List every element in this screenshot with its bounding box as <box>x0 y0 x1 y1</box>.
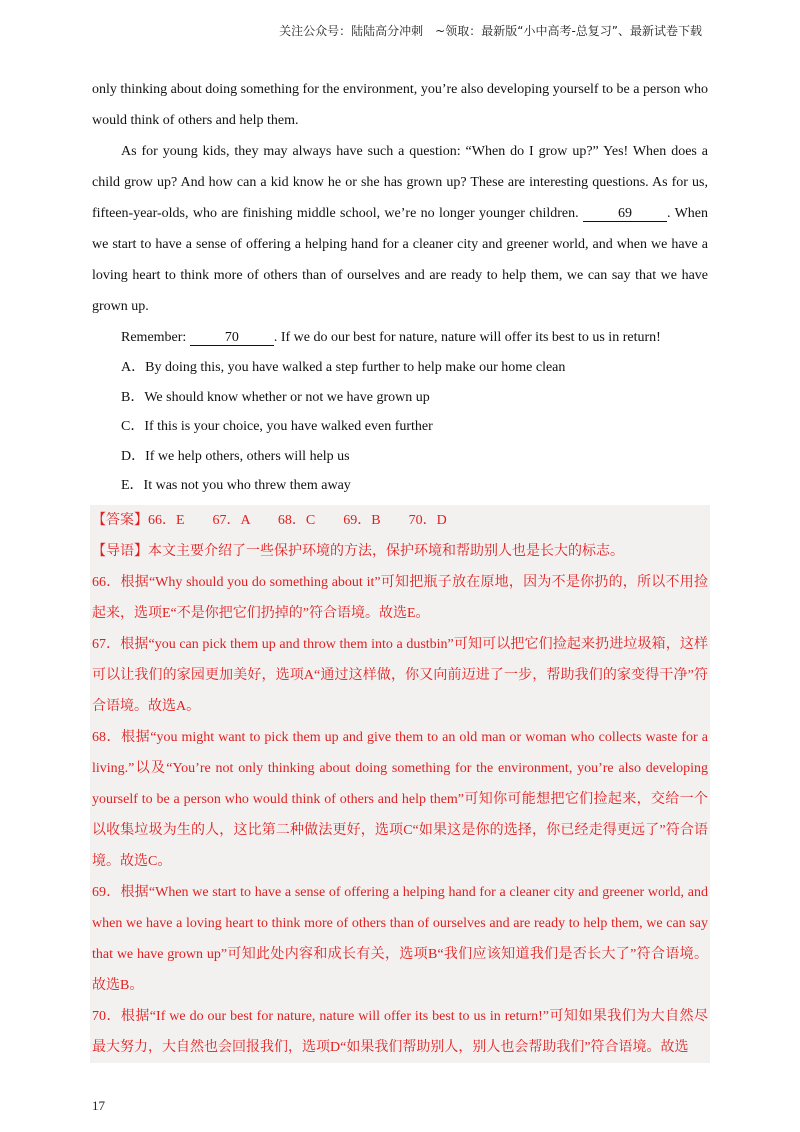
passage-paragraph-3 <box>92 322 708 353</box>
page-header: 关注公众号：陆陆高分冲刺 ~领取：最新版“小中高考-总复习”、最新试卷下载 <box>279 24 702 38</box>
answer-section <box>90 505 710 1063</box>
explanation-69: 69．根据“When we start to have a sense of offering a helping hand for a cleaner city and greener world, and when we have a loving heart to think more of others than of ourselves and are ready to help them, we can say that we have grown up”可知此处内容和成长有关，选项B“我们应该知道我们是否长大了”符合语境。故选B。 <box>92 884 708 993</box>
explanation-67: 67．根据“you can pick them up and throw them into a dustbin”可知可以把它们捡起来扔进垃圾箱，这样可以让我们的家园更加美好，选项A“通过这样做，你又向前迈进了一步，帮助我们的家变得干净”符合语境。故选A。 <box>92 636 708 714</box>
answer-key: 【答案】66．E 67．A 68．C 69．B 70．D <box>92 512 447 528</box>
page-number: 17 <box>92 1098 105 1113</box>
option-e: E．It was not you who threw them away <box>121 478 351 493</box>
passage-paragraph-2 <box>92 136 708 322</box>
blank-70: 70 <box>190 331 274 346</box>
option-d: D．If we help others, others will help us <box>121 448 350 464</box>
option-a: A．By doing this, you have walked a step further to help make our home clean <box>121 360 566 375</box>
explanation-68: 68．根据“you might want to pick them up and give them to an old man or woman who collects waste for a living.”以及“You’re not only thinking about doing something for the environment, you’re also developing yourself to be a person who would think of others and help them”可知你可能想把它们捡起来，交给一个以收集垃圾为生的人，这比第二种做法更好，选项C“如果这是你的选择，你已经走得更远了”符合语境。故选C。 <box>92 729 708 869</box>
explanation-70: 70．根据“If we do our best for nature, nature will offer its best to us in return!”可知如果我们为大自然尽最大努力，大自然也会回报我们，选项D“如果我们帮助别人，别人也会帮助我们”符合语境。故选 <box>92 1008 708 1055</box>
paragraph-3-text: Remember: <box>121 330 190 345</box>
option-c: C．If this is your choice, you have walked even further <box>121 419 433 434</box>
paragraph-3-text-end: . If we do our best for nature, nature will offer its best to us in return! <box>273 330 661 345</box>
passage-paragraph-1: only thinking about doing something for the environment, you’re also developing yourself to be a person who would think of others and help them. <box>92 82 708 128</box>
option-b: B．We should know whether or not we have grown up <box>121 389 430 405</box>
document-body <box>92 74 708 1063</box>
answer-guide: 【导语】本文主要介绍了一些保护环境的方法，保护环境和帮助别人也是长大的标志。 <box>92 543 624 559</box>
paragraph-2-text-end: . When we start to have a sense of offering a helping hand for a cleaner city and greener world, and when we have a loving heart to think more of others than of ourselves and are ready to help them, we can say that we have grown up. <box>92 206 708 314</box>
explanation-66: 66．根据“Why should you do something about it”可知把瓶子放在原地，因为不是你扔的，所以不用捡起来，选项E“不是你把它们扔掉的”符合语境。故选E。 <box>92 574 708 621</box>
paragraph-2-text: As for young kids, they may always have such a question: “When do I grow up?” Yes! When does a child grow up? And how can a kid know he or she has grown up? These are interesting questions. As for us, fifteen-year-olds, who are finishing middle school, we’re no longer younger children. <box>92 144 708 221</box>
blank-69: 69 <box>583 207 667 222</box>
